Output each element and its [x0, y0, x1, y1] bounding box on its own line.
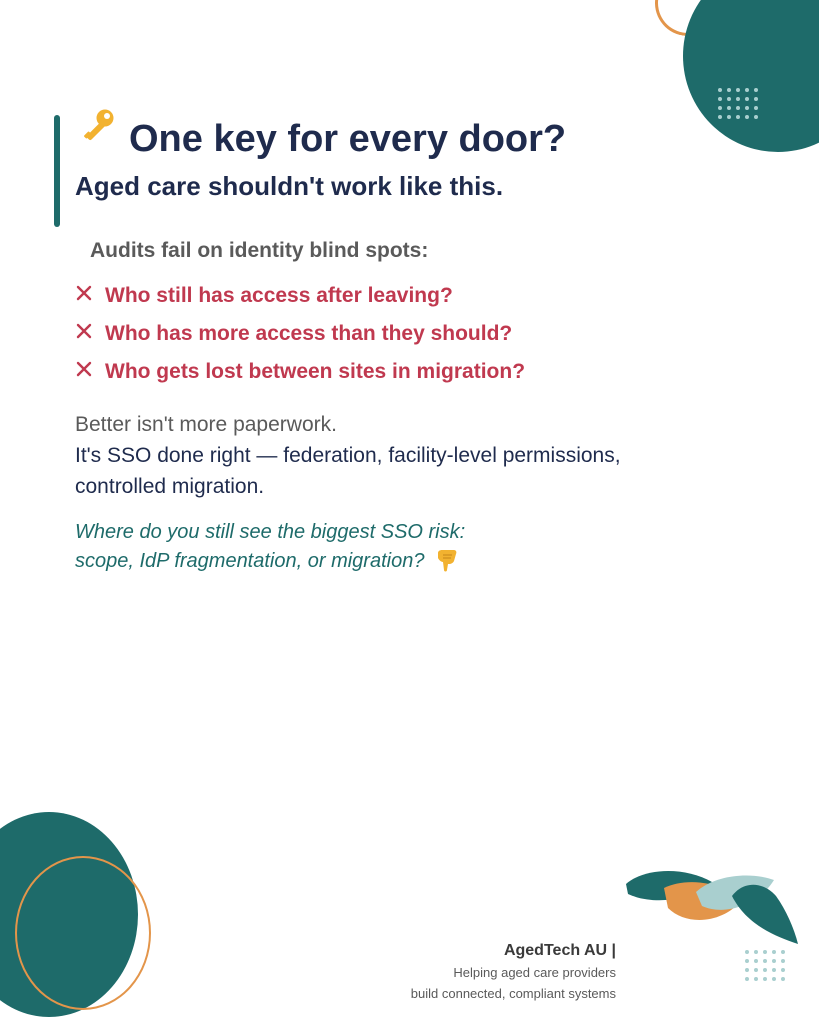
risk-text: Who still has access after leaving? — [105, 284, 453, 307]
decorative-dot — [781, 977, 785, 981]
decorative-dot — [745, 115, 749, 119]
accent-bar — [54, 115, 60, 227]
body-text: It's SSO done right — federation, facility-level permissions, controlled migration. — [75, 444, 621, 498]
brand-name: AgedTech AU | — [503, 942, 616, 959]
decorative-orange-ring — [15, 856, 151, 1010]
question-line-2-text: scope, IdP fragmentation, or migration? — [75, 550, 425, 572]
decorative-dot — [727, 115, 731, 119]
question — [75, 518, 465, 576]
decorative-dot — [754, 950, 758, 954]
page-title: One key for every door? — [129, 118, 567, 160]
body-paragraph — [75, 409, 695, 502]
list-item — [75, 283, 525, 321]
decorative-dot — [718, 88, 722, 92]
decorative-dot — [754, 977, 758, 981]
footer — [411, 940, 616, 1004]
decorative-dot — [736, 106, 740, 110]
decorative-dot — [781, 950, 785, 954]
decorative-dot — [763, 950, 767, 954]
tagline-line-2: build connected, compliant systems — [410, 986, 616, 1001]
decorative-dot — [736, 115, 740, 119]
pointing-down-hand-icon — [434, 547, 460, 573]
decorative-dot — [745, 106, 749, 110]
decorative-dot — [745, 968, 749, 972]
decorative-dot — [727, 88, 731, 92]
decorative-dot-grid — [718, 88, 758, 119]
question-line-1: Where do you still see the biggest SSO risk: — [75, 521, 466, 543]
decorative-dot — [736, 97, 740, 101]
audit-heading: Audits fail on identity blind spots: — [90, 239, 429, 262]
decorative-teal-circle — [683, 0, 819, 152]
decorative-dot — [772, 959, 776, 963]
page-subtitle: Aged care shouldn't work like this. — [75, 171, 504, 201]
risk-list — [75, 283, 525, 397]
decorative-dot — [736, 88, 740, 92]
x-icon — [75, 322, 93, 340]
decorative-dot — [754, 106, 758, 110]
body-lead: Better isn't more paperwork. — [75, 413, 337, 436]
decorative-dot — [745, 977, 749, 981]
list-item — [75, 359, 525, 397]
decorative-dot — [727, 106, 731, 110]
decorative-dot — [772, 950, 776, 954]
decorative-dot — [763, 977, 767, 981]
decorative-dot — [718, 106, 722, 110]
decorative-dot — [745, 959, 749, 963]
tagline-line-1: Helping aged care providers — [453, 965, 616, 980]
decorative-dot — [772, 977, 776, 981]
decorative-dot — [763, 968, 767, 972]
decorative-dot — [754, 97, 758, 101]
decorative-dot — [781, 968, 785, 972]
decorative-dot — [754, 959, 758, 963]
decorative-dot — [754, 88, 758, 92]
decorative-dot — [754, 968, 758, 972]
decorative-dot — [727, 97, 731, 101]
list-item — [75, 321, 525, 359]
decorative-dot-grid — [745, 950, 785, 981]
risk-text: Who gets lost between sites in migration? — [105, 360, 526, 383]
x-icon — [75, 284, 93, 302]
decorative-dot — [781, 959, 785, 963]
decorative-dot — [745, 950, 749, 954]
decorative-dot — [718, 115, 722, 119]
x-icon — [75, 360, 93, 378]
decorative-leaves-icon — [624, 866, 804, 951]
risk-text: Who has more access than they should? — [105, 322, 513, 345]
decorative-dot — [718, 97, 722, 101]
decorative-dot — [772, 968, 776, 972]
decorative-dot — [745, 88, 749, 92]
question-line-2 — [75, 547, 465, 576]
key-icon — [78, 106, 118, 146]
decorative-dot — [754, 115, 758, 119]
decorative-dot — [745, 97, 749, 101]
decorative-dot — [763, 959, 767, 963]
